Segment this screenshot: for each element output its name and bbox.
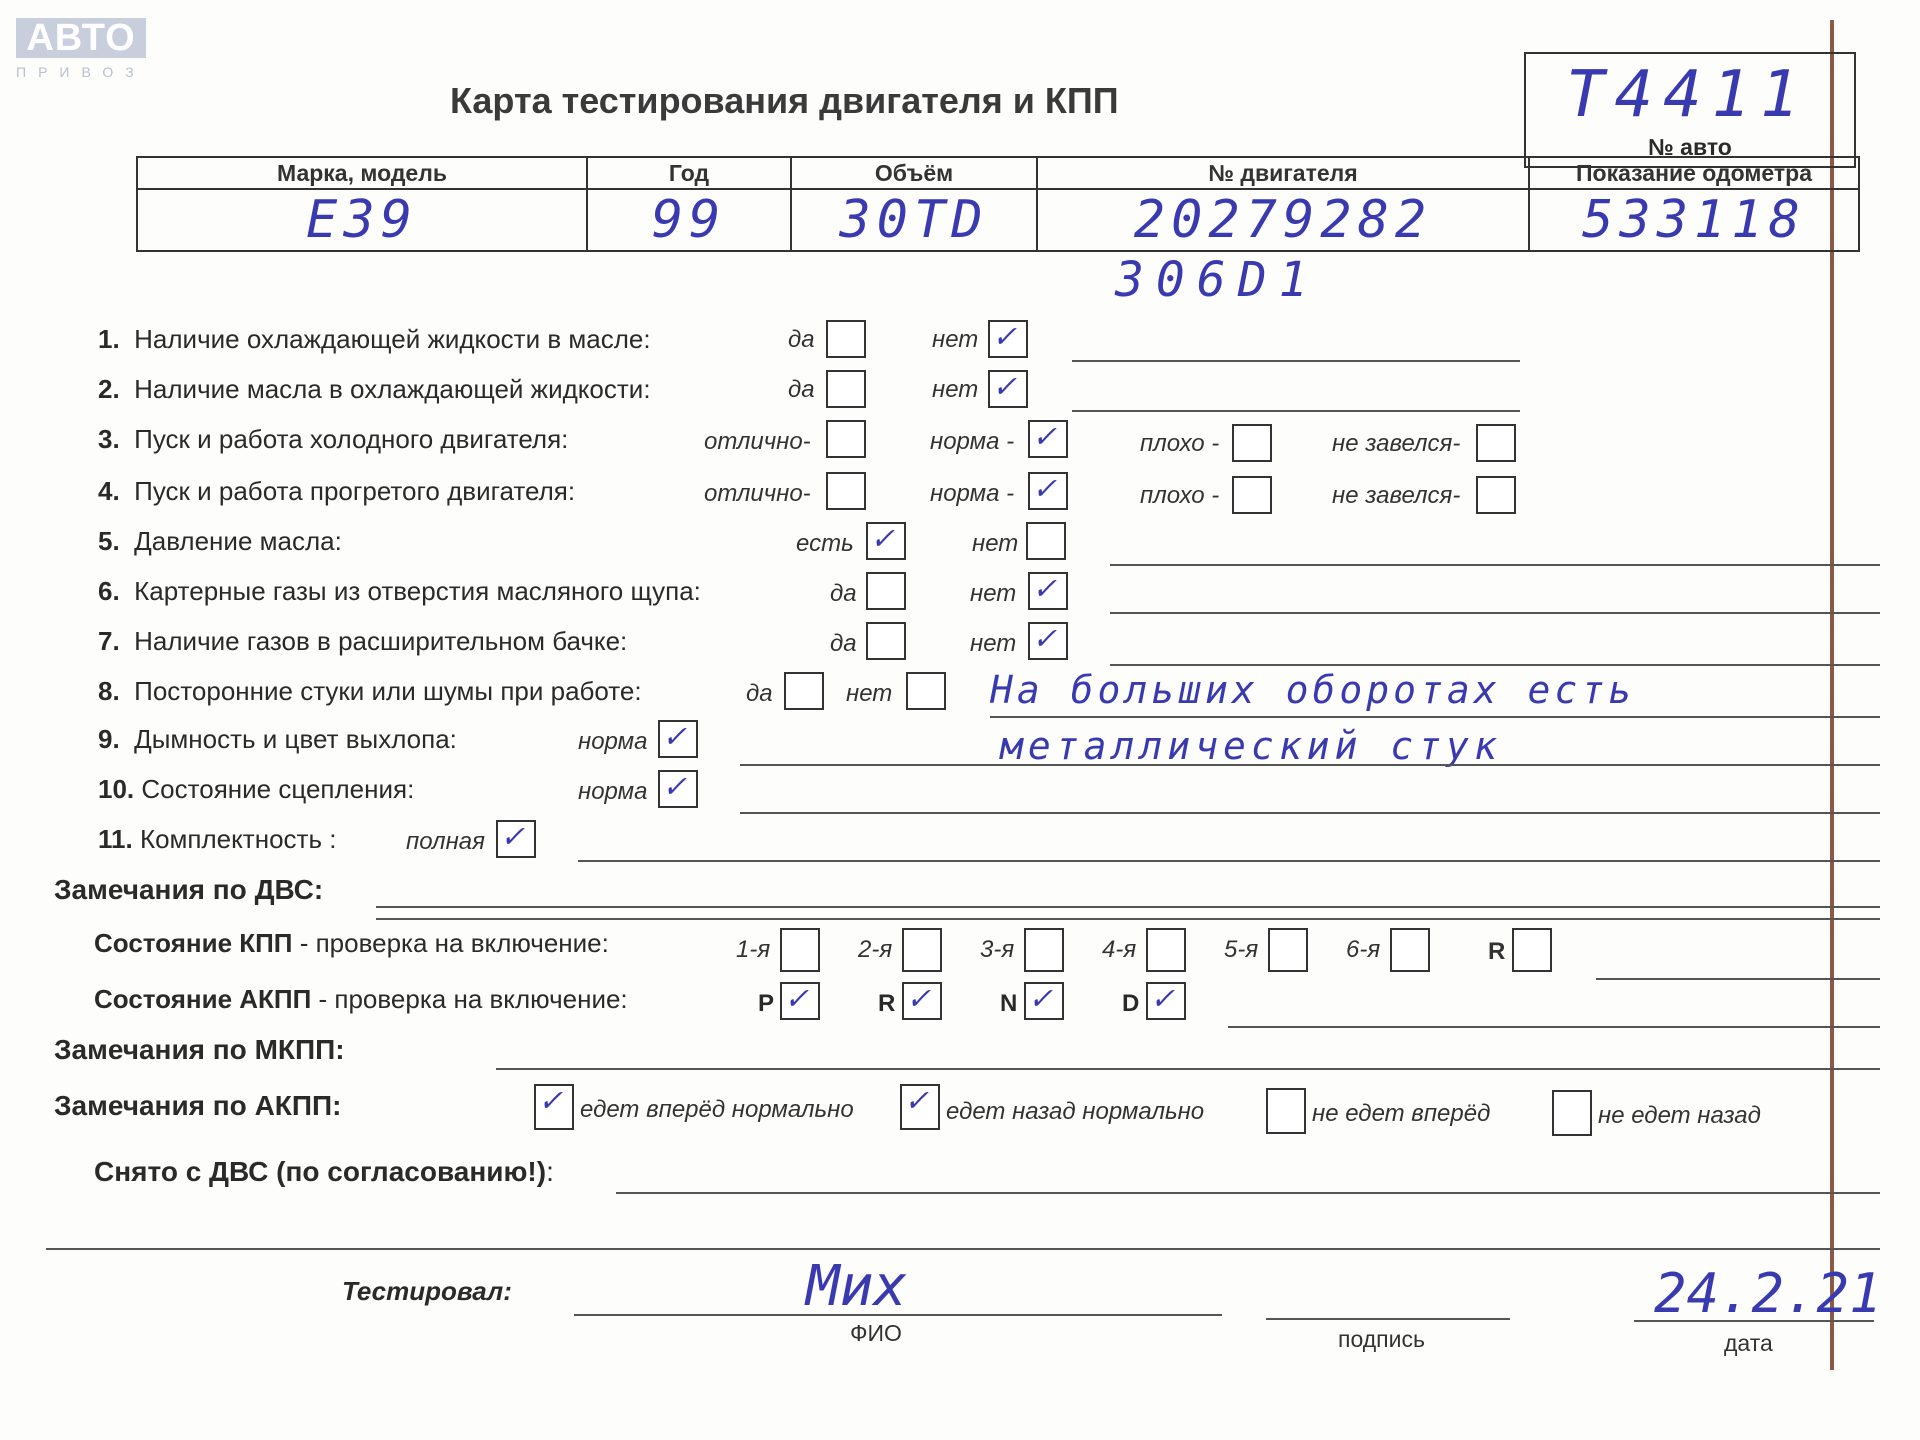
akpp-reverse-ok-label: едет назад нормально <box>946 1098 1205 1125</box>
kpp-gear-1-box[interactable] <box>780 928 820 972</box>
item-4-opt-excellent: отлично- <box>704 480 811 507</box>
logo-subtext: ПРИВОЗ <box>16 64 146 80</box>
akpp-forward-ok-box[interactable]: ✓ <box>534 1084 574 1130</box>
fio-caption: ФИО <box>850 1320 902 1346</box>
item-3-opt-normal: норма - <box>930 428 1015 455</box>
item-3-box-no-start[interactable] <box>1476 424 1516 462</box>
footer-separator <box>46 1248 1880 1250</box>
item-9-note-line <box>740 764 1880 766</box>
value-volume: 30TD <box>791 189 1037 251</box>
item-4-opt-bad: плохо - <box>1140 482 1220 509</box>
item-2-opt-no: нет <box>932 376 979 403</box>
item-4-box-bad[interactable] <box>1232 476 1272 514</box>
item-6-box-no[interactable]: ✓ <box>1028 572 1068 610</box>
akpp-no-reverse-box[interactable] <box>1552 1090 1592 1136</box>
item-9-opt-normal: норма <box>578 728 648 755</box>
item-11-opt-full: полная <box>406 828 485 855</box>
kpp-gear-r-box[interactable] <box>1512 928 1552 972</box>
col-volume: Объём <box>791 157 1037 189</box>
item-4-box-excellent[interactable] <box>826 472 866 510</box>
remarks-akpp-label: Замечания по АКПП: <box>54 1090 342 1121</box>
item-6-opt-no: нет <box>970 580 1017 607</box>
item-1-box-no[interactable]: ✓ <box>988 320 1028 358</box>
item-3-box-bad[interactable] <box>1232 424 1272 462</box>
item-9-box-normal[interactable]: ✓ <box>658 720 698 758</box>
item-2-opt-yes: да <box>788 376 815 403</box>
kpp-gear-4-box[interactable] <box>1146 928 1186 972</box>
akpp-gear-n-label: N <box>1000 990 1018 1017</box>
item-8-note: На больших оборотах есть <box>990 668 1636 712</box>
item-6: 6. Картерные газы из отверстия масляного щупа: <box>98 576 701 606</box>
item-6-note-line <box>1110 612 1880 614</box>
item-7-box-no[interactable]: ✓ <box>1028 622 1068 660</box>
akpp-no-forward-box[interactable] <box>1266 1088 1306 1134</box>
remarks-mkpp-label: Замечания по МКПП: <box>54 1034 345 1065</box>
signature-caption: подпись <box>1338 1326 1425 1352</box>
item-5-note-line <box>1110 564 1880 566</box>
kpp-gear-2-box[interactable] <box>902 928 942 972</box>
remarks-engine-line <box>376 906 1880 908</box>
item-10-box-normal[interactable]: ✓ <box>658 770 698 808</box>
removed-line <box>616 1192 1880 1194</box>
item-5-opt-yes: есть <box>796 530 854 557</box>
item-11-box-full[interactable]: ✓ <box>496 820 536 858</box>
col-brand-model: Марка, модель <box>137 157 587 189</box>
item-3-opt-bad: плохо - <box>1140 430 1220 457</box>
item-6-opt-yes: да <box>830 580 857 607</box>
item-7-opt-yes: да <box>830 630 857 657</box>
date-line <box>1634 1320 1874 1322</box>
remarks-engine-line-2 <box>376 918 1880 920</box>
item-5-box-no[interactable] <box>1026 522 1066 560</box>
engine-code: 306D1 <box>1115 252 1320 308</box>
item-8-note-line <box>990 716 1880 718</box>
akpp-gear-d-box[interactable]: ✓ <box>1146 982 1186 1020</box>
item-11-note-line <box>578 860 1880 862</box>
item-4-box-normal[interactable]: ✓ <box>1028 472 1068 510</box>
item-9-note: металлический стук <box>1000 724 1502 768</box>
item-5-opt-no: нет <box>972 530 1019 557</box>
item-2-note-line <box>1072 410 1520 412</box>
akpp-gear-p-label: P <box>758 990 775 1017</box>
item-3-box-excellent[interactable] <box>826 420 866 458</box>
item-7-box-yes[interactable] <box>866 622 906 660</box>
item-2: 2. Наличие масла в охлаждающей жидкости: <box>98 374 651 404</box>
akpp-forward-ok-label: едет вперёд нормально <box>580 1096 854 1123</box>
item-3-opt-no-start: не завелся- <box>1332 430 1461 457</box>
akpp-no-forward-label: не едет вперёд <box>1312 1100 1491 1127</box>
date-caption: дата <box>1724 1330 1773 1356</box>
item-1-note-line <box>1072 360 1520 362</box>
kpp-gear-r-label: R <box>1488 938 1506 965</box>
kpp-gear-6-box[interactable] <box>1390 928 1430 972</box>
akpp-label: Состояние АКПП - проверка на включение: <box>94 984 628 1014</box>
auto-number-value: T4411 <box>1566 58 1809 132</box>
item-1-box-yes[interactable] <box>826 320 866 358</box>
auto-number-label: № авто <box>1648 134 1732 160</box>
kpp-gear-5-box[interactable] <box>1268 928 1308 972</box>
item-8-opt-yes: да <box>746 680 773 707</box>
item-3: 3. Пуск и работа холодного двигателя: <box>98 424 569 454</box>
removed-label: Снято с ДВС (по согласованию!): <box>94 1156 554 1187</box>
item-5-box-yes[interactable]: ✓ <box>866 522 906 560</box>
item-3-opt-excellent: отлично- <box>704 428 811 455</box>
col-engine-number: № двигателя <box>1037 157 1529 189</box>
remarks-engine-label: Замечания по ДВС: <box>54 874 324 905</box>
col-odometer: Показание одометра <box>1529 157 1859 189</box>
page-title: Карта тестирования двигателя и КПП <box>450 80 1119 121</box>
item-10: 10. Состояние сцепления: <box>98 774 415 804</box>
kpp-gear-4-label: 4-я <box>1102 936 1137 963</box>
akpp-no-reverse-label: не едет назад <box>1598 1102 1761 1129</box>
kpp-gear-6-label: 6-я <box>1346 936 1381 963</box>
item-2-box-yes[interactable] <box>826 370 866 408</box>
item-1-opt-no: нет <box>932 326 979 353</box>
item-3-box-normal[interactable]: ✓ <box>1028 420 1068 458</box>
col-year: Год <box>587 157 791 189</box>
item-4: 4. Пуск и работа прогретого двигателя: <box>98 476 576 506</box>
item-11: 11. Комплектность : <box>98 824 337 854</box>
kpp-gear-1-label: 1-я <box>736 936 771 963</box>
item-10-note-line <box>740 812 1880 814</box>
item-4-opt-no-start: не завелся- <box>1332 482 1461 509</box>
item-9: 9. Дымность и цвет выхлопа: <box>98 724 457 754</box>
item-8-box-yes[interactable] <box>784 672 824 710</box>
item-7-note-line <box>1110 664 1880 666</box>
item-10-opt-normal: норма <box>578 778 648 805</box>
akpp-note-line <box>1228 1026 1880 1028</box>
kpp-label: Состояние КПП - проверка на включение: <box>94 928 609 958</box>
kpp-gear-2-label: 2-я <box>858 936 893 963</box>
signature-name: Мих <box>806 1254 908 1319</box>
auto-number-box <box>1524 52 1856 168</box>
remarks-mkpp-line <box>496 1068 1880 1070</box>
item-7: 7. Наличие газов в расширительном бачке: <box>98 626 628 656</box>
logo: АВТО <box>16 18 146 58</box>
item-4-opt-normal: норма - <box>930 480 1015 507</box>
item-1-opt-yes: да <box>788 326 815 353</box>
akpp-gear-p-box[interactable]: ✓ <box>780 982 820 1020</box>
item-7-opt-no: нет <box>970 630 1017 657</box>
date-value: 24.2.21 <box>1654 1262 1882 1325</box>
kpp-note-line <box>1596 978 1880 980</box>
tested-by-label: Тестировал: <box>342 1276 512 1306</box>
kpp-gear-3-box[interactable] <box>1024 928 1064 972</box>
item-8-opt-no: нет <box>846 680 893 707</box>
value-year: 99 <box>587 189 791 251</box>
akpp-gear-r-box[interactable]: ✓ <box>902 982 942 1020</box>
akpp-gear-r-label: R <box>878 990 896 1017</box>
value-odometer: 533118 <box>1529 189 1859 251</box>
akpp-gear-d-label: D <box>1122 990 1140 1017</box>
item-8: 8. Посторонние стуки или шумы при работе: <box>98 676 642 706</box>
fio-line <box>574 1314 1222 1316</box>
value-engine-number: 20279282 <box>1037 189 1529 251</box>
signature-line <box>1266 1318 1510 1320</box>
item-8-box-no[interactable] <box>906 672 946 710</box>
item-2-box-no[interactable]: ✓ <box>988 370 1028 408</box>
akpp-gear-n-box[interactable]: ✓ <box>1024 982 1064 1020</box>
vehicle-header-table <box>136 156 1860 252</box>
kpp-gear-3-label: 3-я <box>980 936 1015 963</box>
value-brand-model: E39 <box>137 189 587 251</box>
akpp-reverse-ok-box[interactable]: ✓ <box>900 1084 940 1130</box>
kpp-gear-5-label: 5-я <box>1224 936 1259 963</box>
item-6-box-yes[interactable] <box>866 572 906 610</box>
item-4-box-no-start[interactable] <box>1476 476 1516 514</box>
item-1: 1. Наличие охлаждающей жидкости в масле: <box>98 324 651 354</box>
item-5: 5. Давление масла: <box>98 526 342 556</box>
